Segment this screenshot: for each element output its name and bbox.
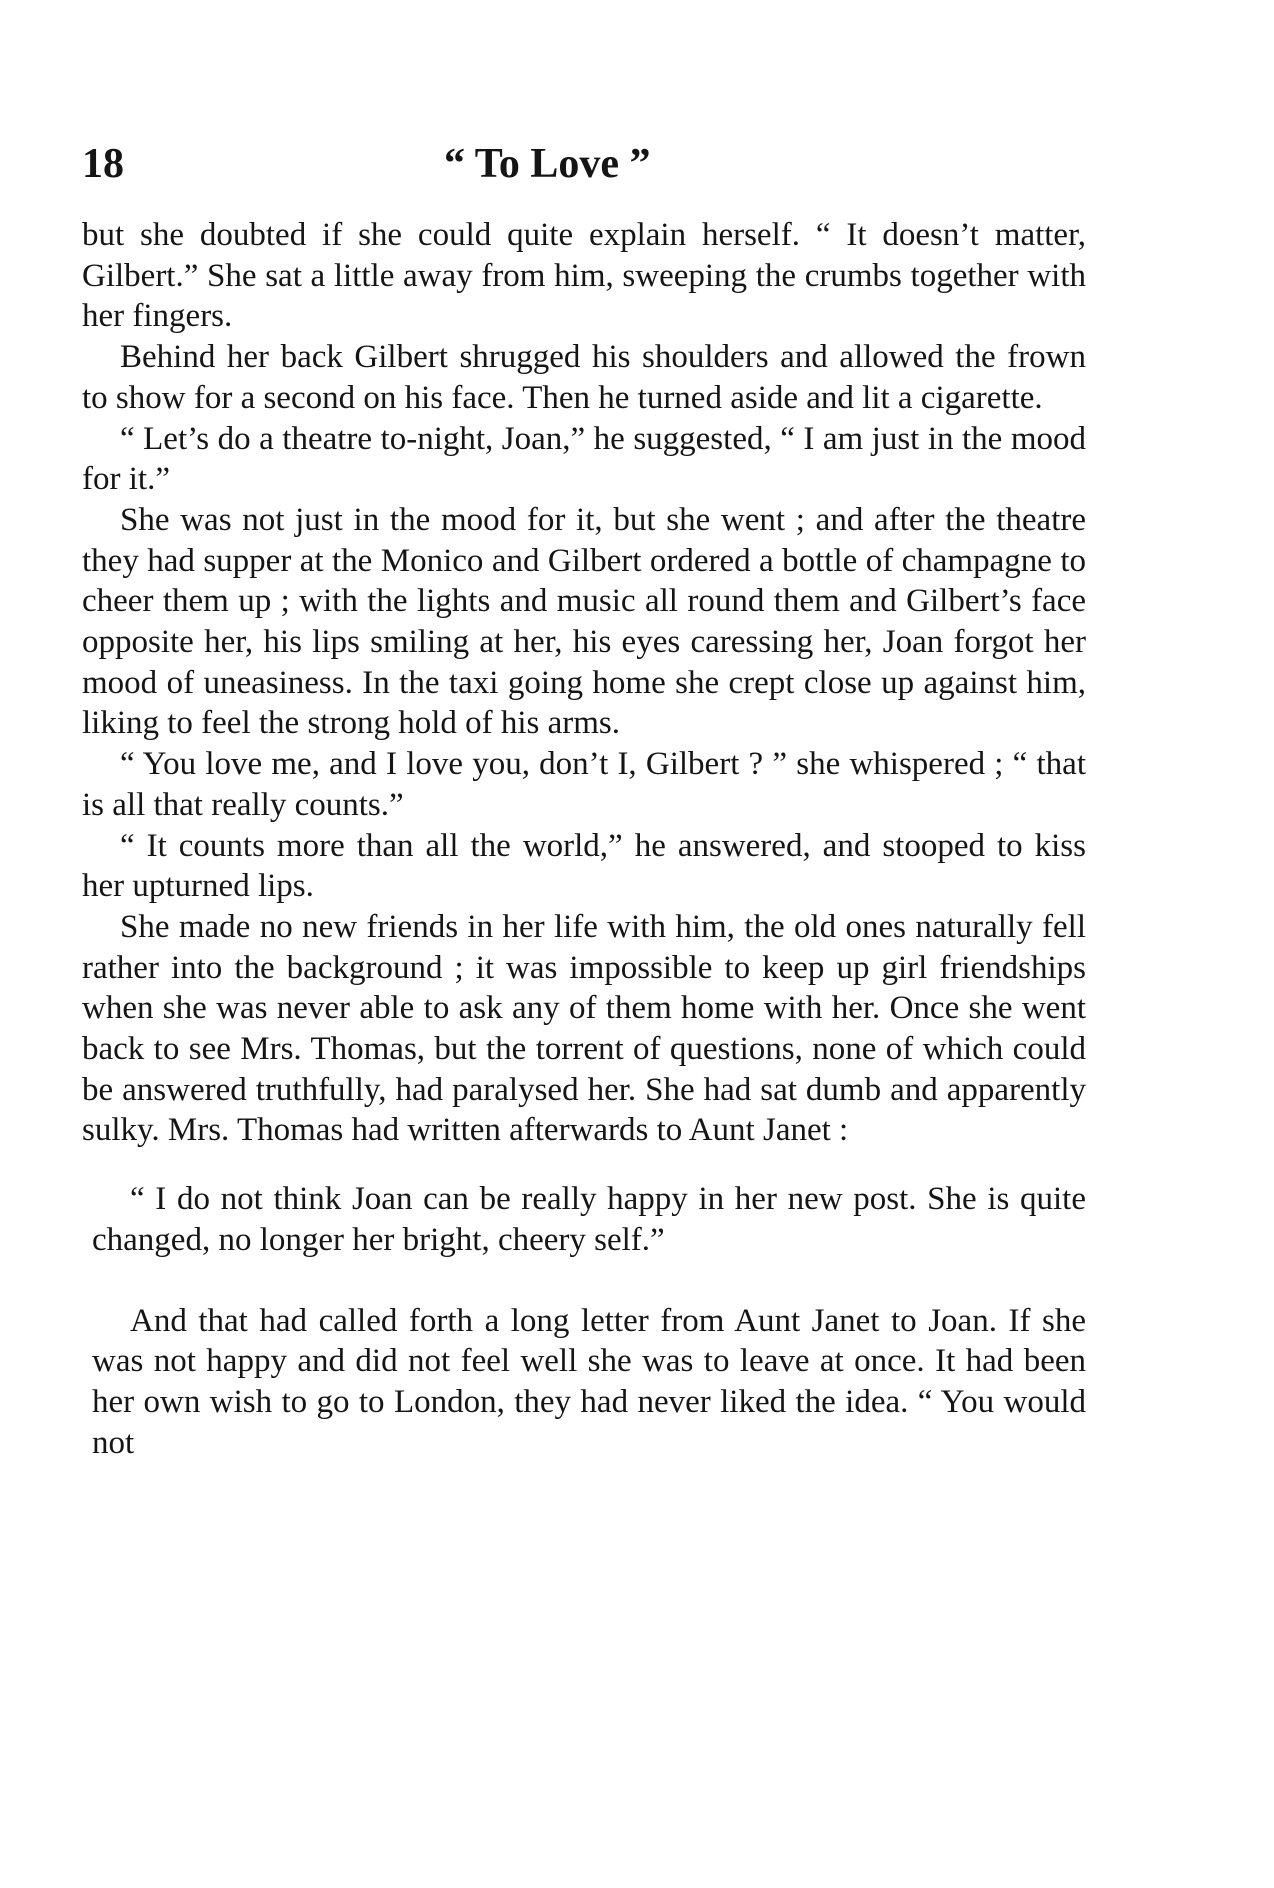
paragraph: “ You love me, and I love you, don’t I, Gilbert ? ” she whispered ; “ that is all that really counts.” [82,746,1086,823]
paragraph: “ Let’s do a theatre to-night, Joan,” he suggested, “ I am just in the mood for it.” [82,420,1086,498]
paragraph: She was not just in the mood for it, but she went ; and after the theatre they had supper at the Monico and Gilbert ordered a bottle of champagne to cheer them up ; with the lights and music all round them and Gilbert’s face opposite her, his lips smiling at her, his eyes caressing her, Joan forgot her mood of uneasiness. In the taxi going home she crept close up against him, liking to feel the strong hold of his arms. [82,501,1086,742]
page-number: 18 [82,141,124,187]
running-title: “ To Love ” [444,141,651,187]
paragraph: She made no new friends in her life with him, the old ones naturally fell rather into the background ; it was impossible to keep up girl friendships when she was never able to ask any of them home with her. Once she went back to see Mrs. Thomas, but the torrent of questions, none of which could be answered truthfully, had paralysed her. She had sat dumb and apparently sulky. Mrs. Thomas had written afterwards to Aunt Janet : [82,908,1086,1149]
paragraph: “ It counts more than all the world,” he answered, and stooped to kiss her upturned lips. [82,827,1086,905]
spacer [82,1151,1086,1179]
paragraph: but she doubted if she could quite explain herself. “ It doesn’t matter, Gilbert.” She sat a little away from him, sweeping the crumbs together with her fingers. [82,217,1086,335]
body-text [82,215,1086,1463]
paragraph: And that had called forth a long letter from Aunt Janet to Joan. If she was not happy and did not feel well she was to leave at once. It had been her own wish to go to London, they had never liked the idea. “ You would not [92,1302,1086,1461]
spacer [82,1261,1086,1301]
paragraph: Behind her back Gilbert shrugged his shoulders and allowed the frown to show for a second on his face. Then he turned aside and lit a cigarette. [82,339,1086,416]
letter-quote: “ I do not think Joan can be really happy in her new post. She is quite changed, no longer her bright, cheery self.” [92,1181,1086,1258]
page-header [82,140,1092,200]
